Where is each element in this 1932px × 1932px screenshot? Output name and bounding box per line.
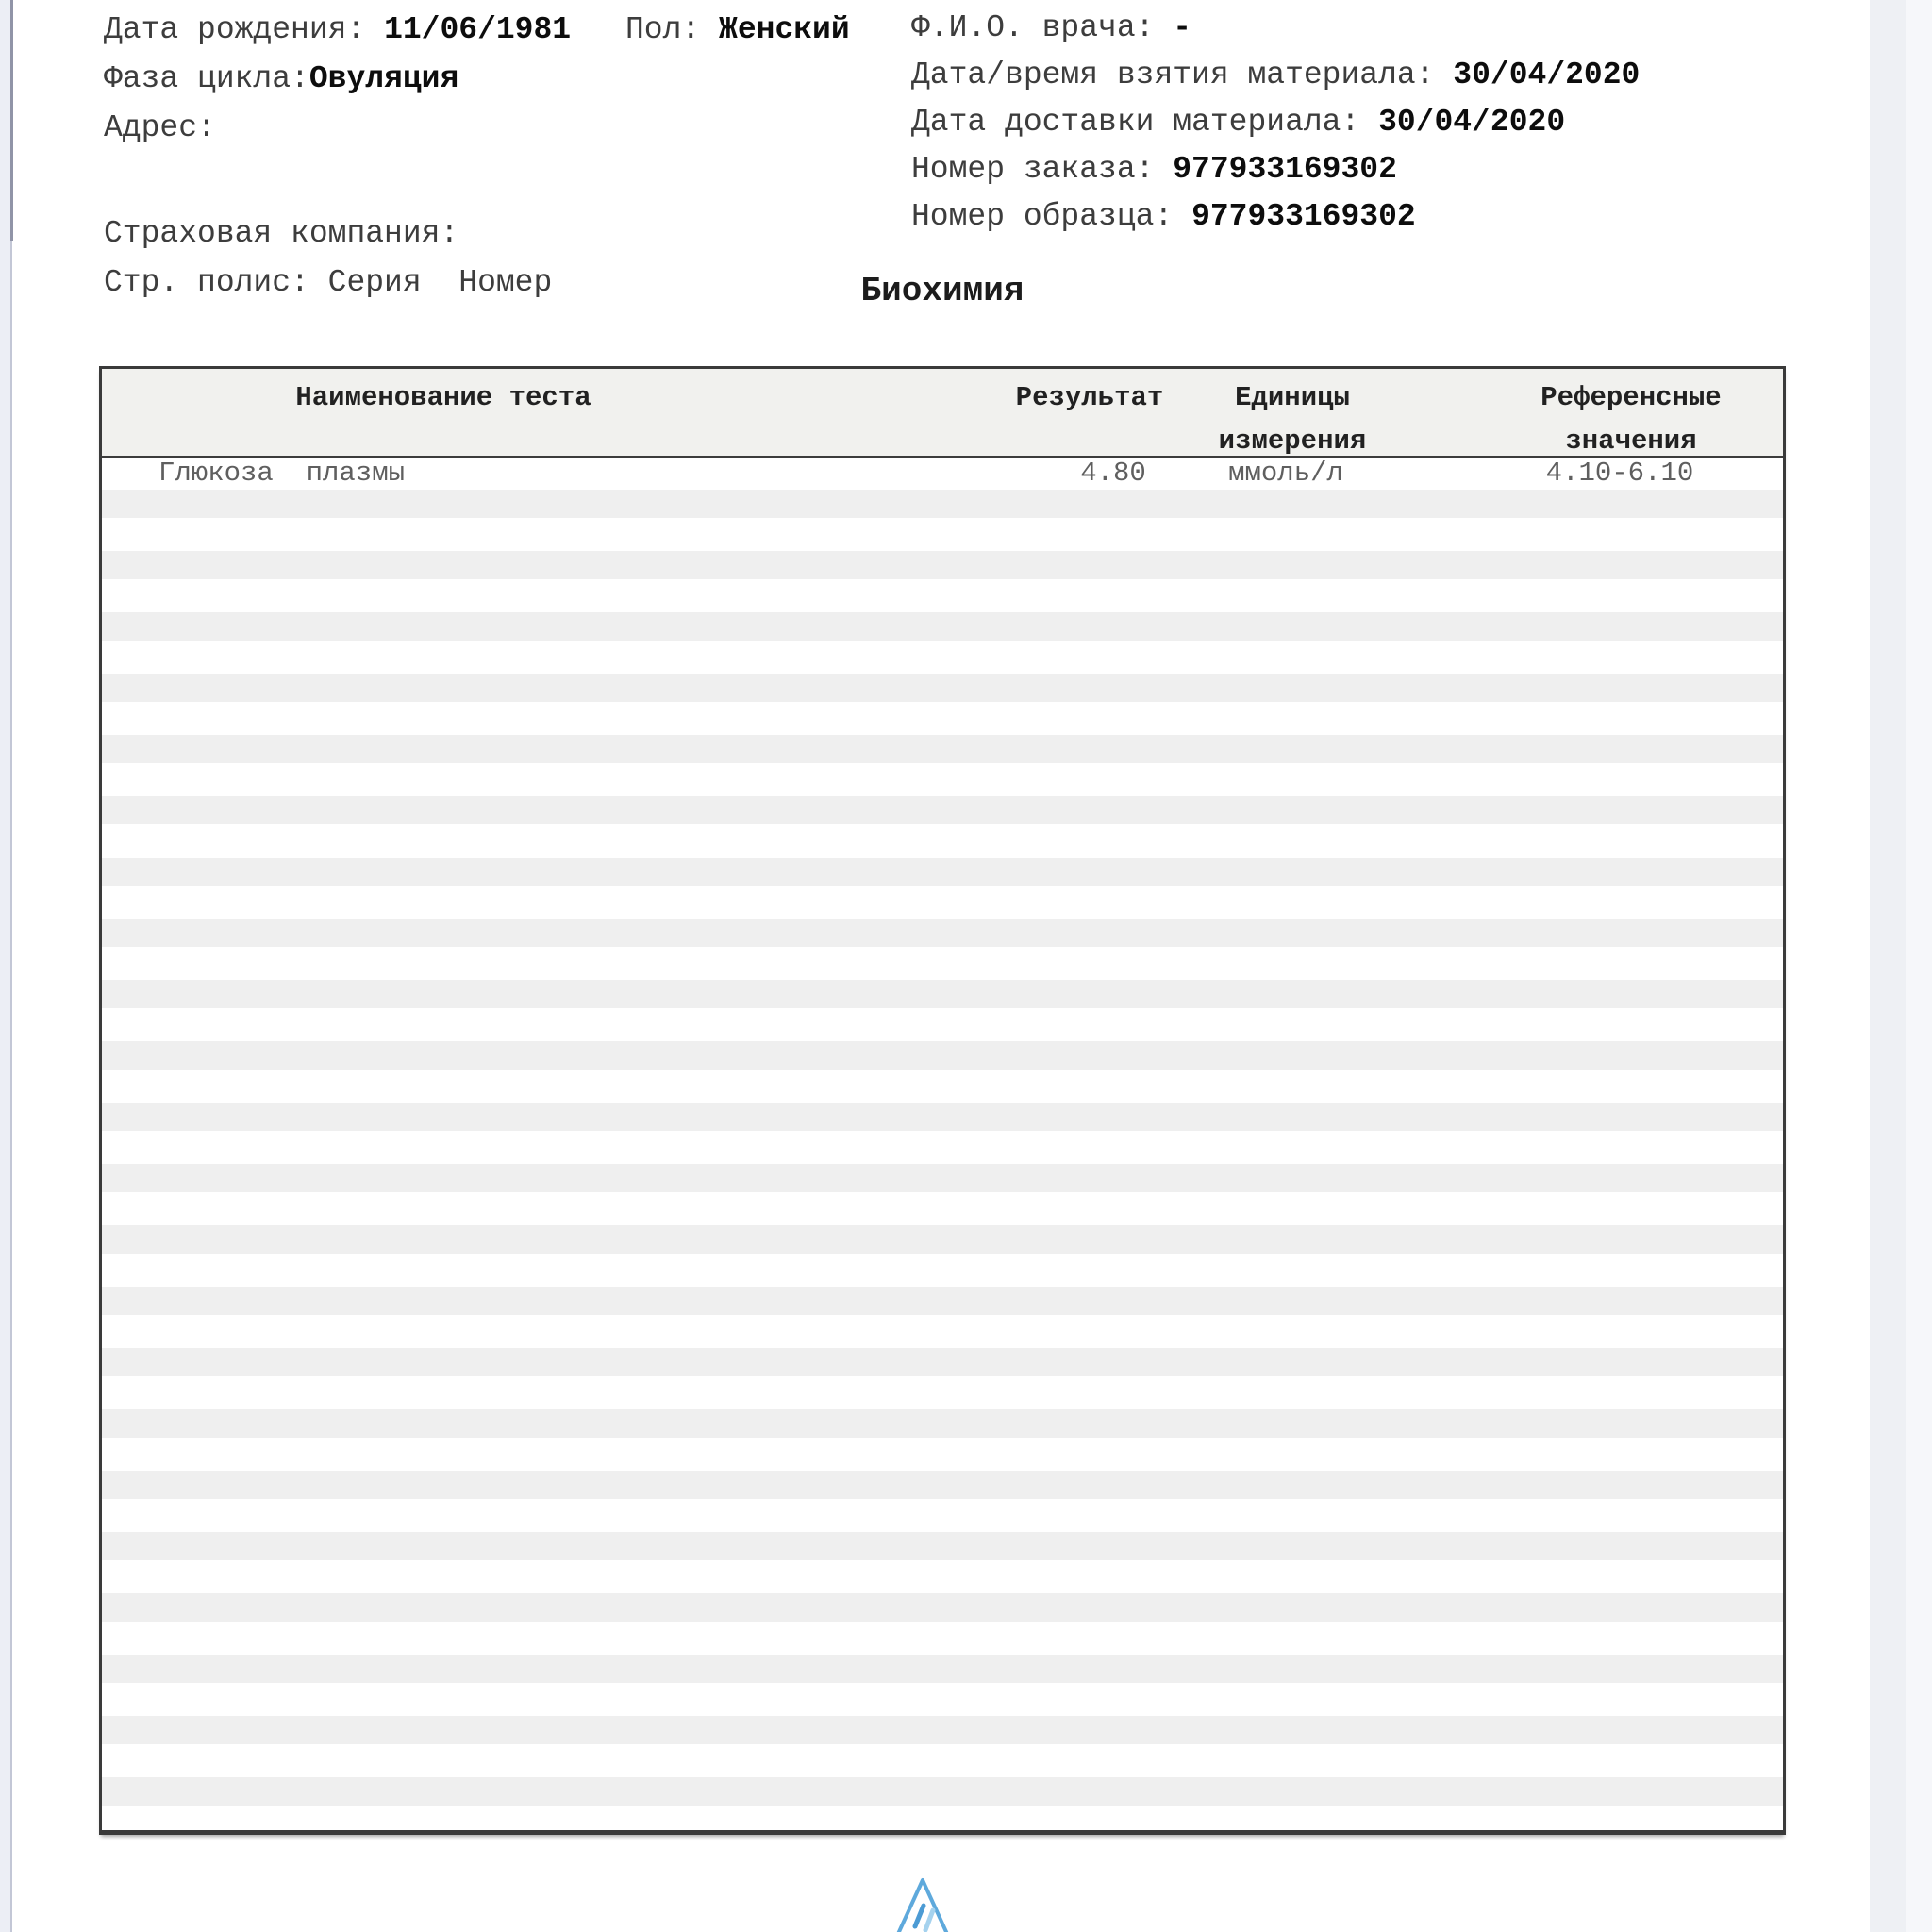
birth-date-line	[104, 11, 571, 49]
cell-reference: 4.10-6.10	[1545, 458, 1694, 489]
material-taken-line	[911, 57, 1640, 94]
material-delivered-line	[911, 104, 1565, 142]
sample-number-value: 977933169302	[1191, 199, 1416, 234]
doctor-label: Ф.И.О. врача:	[911, 10, 1174, 45]
cycle-phase-value: Овуляция	[308, 61, 459, 96]
header-test-name: Наименование теста	[295, 382, 591, 413]
table-row	[102, 458, 1783, 490]
page-left-edge	[10, 0, 13, 241]
doctor-line	[911, 9, 1191, 47]
sex-line	[625, 11, 850, 49]
sample-number-label: Номер образца:	[911, 199, 1192, 234]
header-result: Результат	[1015, 382, 1164, 413]
insurance-label: Страховая компания:	[104, 216, 459, 251]
section-title: Биохимия	[860, 272, 1024, 310]
cell-units: ммоль/л	[1228, 458, 1343, 489]
cycle-phase-line	[104, 60, 458, 98]
sex-value: Женский	[719, 12, 850, 47]
cycle-phase-label: Фаза цикла:	[104, 61, 309, 96]
birth-date-label: Дата рождения:	[104, 12, 385, 47]
sample-number-line	[911, 198, 1416, 236]
material-taken-value: 30/04/2020	[1453, 58, 1641, 92]
sex-label: Пол:	[625, 12, 720, 47]
order-number-line	[911, 151, 1397, 189]
viewer-scrollbar-track[interactable]	[1906, 0, 1932, 1932]
viewer-left-margin	[0, 0, 12, 1932]
cell-test-name: Глюкоза плазмы	[158, 458, 406, 489]
policy-label: Стр. полис: Серия Номер	[104, 265, 553, 300]
doctor-value: -	[1173, 10, 1192, 45]
material-delivered-label: Дата доставки материала:	[911, 105, 1379, 140]
birth-date-value: 11/06/1981	[384, 12, 572, 47]
results-table	[99, 366, 1786, 1835]
address-label: Адрес:	[104, 110, 216, 145]
address-line	[104, 109, 216, 147]
cell-result: 4.80	[1080, 458, 1146, 489]
header-reference: Референсные значения	[1541, 382, 1722, 457]
empty-table-rows	[102, 490, 1783, 1830]
material-delivered-value: 30/04/2020	[1378, 105, 1566, 140]
order-number-label: Номер заказа:	[911, 152, 1174, 187]
material-taken-label: Дата/время взятия материала:	[911, 58, 1454, 92]
insurance-line	[104, 215, 458, 253]
lab-logo-icon	[892, 1877, 953, 1932]
order-number-value: 977933169302	[1173, 152, 1397, 187]
header-units: Единицы измерения	[1218, 382, 1367, 457]
results-table-header	[102, 369, 1783, 458]
